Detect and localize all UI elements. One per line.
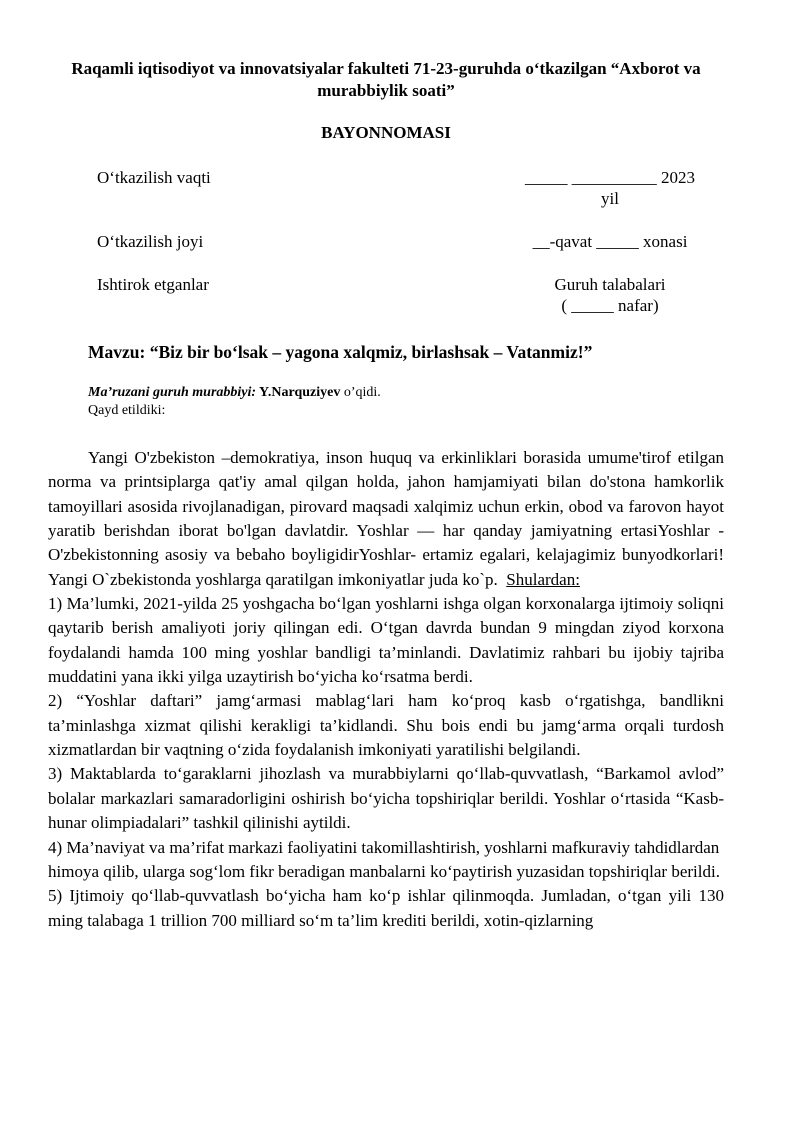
intro-paragraph bbox=[48, 446, 724, 592]
speaker-label: Ma’ruzani guruh murabbiyi: bbox=[88, 385, 257, 400]
time-value-suffix: yil bbox=[601, 189, 619, 208]
list-item: himoya qilib, ularga sog‘lom fikr beradigan manbalarni ko‘paytirish yuzasidan topshiriqlar berildi. bbox=[48, 861, 720, 881]
participants-value bbox=[506, 274, 714, 316]
intro-underlined: Shulardan: bbox=[506, 569, 580, 589]
body-text bbox=[48, 446, 724, 933]
list-item: 4) Ma’naviyat va ma’rifat markazi faoliyatini takomillashtirish, yoshlarni mafkuraviy tahdidlardan bbox=[48, 837, 720, 857]
document-title: Raqamli iqtisodiyot va innovatsiyalar fakulteti 71-23-guruhda o‘tkazilgan “Axborot va murabbiylik soati” bbox=[71, 59, 701, 100]
participants-label: Ishtirok etganlar bbox=[97, 275, 209, 294]
document-heading: BAYONNOMASI bbox=[321, 123, 451, 142]
participants-group: Guruh talabalari bbox=[554, 275, 666, 294]
time-label: O‘tkazilish vaqti bbox=[97, 168, 211, 187]
speaker-line bbox=[88, 384, 381, 402]
list-item: 5) Ijtimoiy qo‘llab-quvvatlash bo‘yicha ham ko‘p ishlar qilinmoqda. Jumladan, o‘tgan yili 130 ming talabaga 1 trillion 700 milliard so‘m ta’lim krediti berildi, xotin-qizlarning bbox=[48, 886, 724, 930]
noted-label: Qayd etildiki: bbox=[88, 403, 166, 418]
time-value bbox=[506, 167, 714, 209]
speaker-name: Y.Narquziyev bbox=[259, 385, 341, 400]
intro-text: Yangi O'zbekiston –demokratiya, inson huquq va erkinliklari borasida umume'tirof etilgan norma va printsiplarga qat'iy amal qilgan holda, jahon hamjamiyati bilan do'stona hamkorlik tamoyillari asosida rivojlanadigan, pirovard maqsadi xalqimiz uchun erkin, obod va farovon hayot yaratib berishdan iborat bo'lgan davlatdir. Yoshlar — har qanday jamiyatning ertasiYoshlar - O'zbekistonning asosiy va bebaho boyligidirYoshlar- ertamiz egalari, kelajagimiz bunyodkorlari! Yangi O`zbekistonda yoshlarga qaratilgan imkoniyatlar juda ko`p. bbox=[48, 448, 724, 589]
list-item: 1) Ma’lumki, 2021-yilda 25 yoshgacha bo‘lgan yoshlarni ishga olgan korxonalarga ijtimoiy soliqni qaytarib berish amaliyoti joriy qilingan edi. O‘tgan davrda bundan 9 mingdan ziyod korxona foydalandi hamda 100 ming yoshlar bandligi ta’minlandi. Davlatimiz rahbari bu ijobiy tajriba muddatini yana ikki yilga uzaytirish bo‘yicha ko‘rsatma berdi. bbox=[48, 594, 724, 687]
participants-count: ( _____ nafar) bbox=[561, 296, 659, 315]
list-item: 3) Maktablarda to‘garaklarni jihozlash va murabbiylarni qo‘llab-quvvatlash, “Barkamol avlod” bolalar markazlari samaradorligini oshirish bo‘yicha topshiriqlar berildi. Yoshlar o‘rtasida “Kasb-hunar olimpiadalari” tashkil qilinishi aytildi. bbox=[48, 764, 724, 833]
speaker-suffix: o’qidi. bbox=[343, 385, 381, 400]
place-label: O‘tkazilish joyi bbox=[97, 232, 204, 251]
list-item: 2) “Yoshlar daftari” jamg‘armasi mablag‘lari ham ko‘proq kasb o‘rgatishga, bandlikni ta’minlashga xizmat qilishi kerakligi ta’kidlandi. Shu bois endi bu jamg‘arma orqali turdosh xizmatlardan bir vaqtning o‘zida foydalanish imkoniyati yaratilishi belgilandi. bbox=[48, 691, 724, 760]
time-value-date: _____ __________ 2023 bbox=[525, 168, 695, 187]
topic: Mavzu: “Biz bir bo‘lsak – yagona xalqmiz, birlashsak – Vatanmiz!” bbox=[88, 342, 593, 362]
place-value: __-qavat _____ xonasi bbox=[532, 232, 688, 251]
